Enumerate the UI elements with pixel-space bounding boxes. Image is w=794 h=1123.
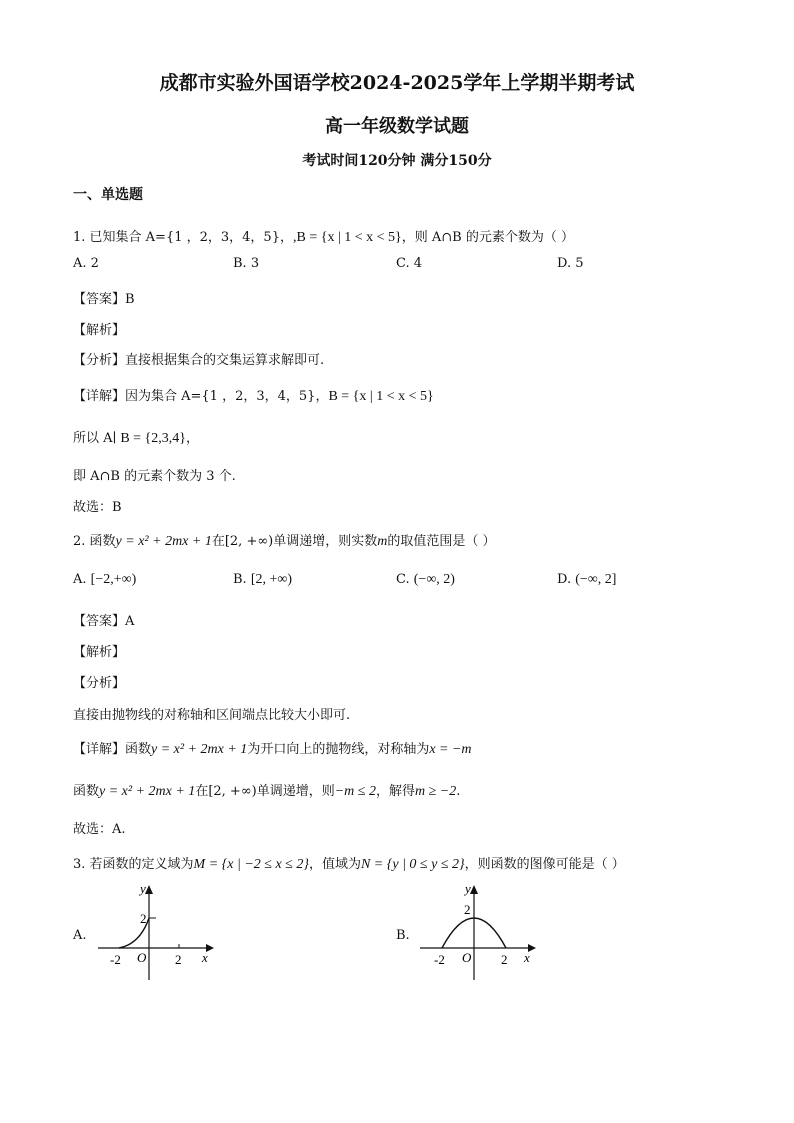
graph-b-x-label: x [524, 950, 530, 965]
q1-choice: 故选：B [73, 500, 122, 515]
q2-option-c: C. (−∞, 2) [396, 572, 455, 587]
q1-detail: 【详解】因为集合 A={1 ，2，3，4，5}，B = {x | 1 < x < 5} [73, 389, 434, 404]
page-subtitle: 高一年级数学试题 [325, 116, 469, 137]
q1-option-d: D. 5 [557, 256, 584, 271]
graph-b-pos2: 2 [501, 952, 508, 967]
graph-a-y-label: y [140, 881, 146, 896]
graph-a-y-arrow [145, 885, 153, 894]
q1-analysis: 【解析】 [73, 323, 126, 338]
graph-b-y-label: y [465, 881, 471, 896]
graph-b-origin: O [462, 950, 472, 965]
q2-option-b: B. [2, +∞) [233, 572, 293, 587]
q2-stem: 2. 函数y = x² + 2mx + 1在[2, +∞)单调递增，则实数m的取值范围是（ ） [73, 534, 496, 549]
q1-stem: 1. 已知集合 A={1 ，2，3，4，5}，,B = {x | 1 < x < 5}，则 A∩B 的元素个数为（ ） [73, 230, 574, 245]
exam-info: 考试时间120分钟 满分150分 [302, 153, 492, 169]
graph-b-neg2: -2 [434, 952, 445, 967]
graph-a-x-label: x [202, 950, 208, 965]
q2-fenxi: 【分析】 [73, 676, 126, 691]
q1-count: 即 A∩B 的元素个数为 3 个. [73, 469, 236, 484]
graph-b [412, 880, 542, 985]
q1-so: 所以 A∣ B = {2,3,4}， [73, 431, 200, 446]
graph-a-origin: O [137, 950, 147, 965]
q2-answer: 【答案】A [73, 614, 135, 629]
q2-detail: 【详解】函数y = x² + 2mx + 1为开口向上的抛物线，对称轴为x = −m [73, 742, 472, 757]
q3-stem: 3. 若函数的定义域为M = {x | −2 ≤ x ≤ 2}，值域为N = {y | 0 ≤ y ≤ 2}，则函数的图像可能是（ ） [73, 857, 625, 872]
graph-b-label: B. [396, 928, 410, 943]
page-title: 成都市实验外国语学校2024-2025学年上学期半期考试 [159, 72, 635, 94]
q2-choice: 故选：A. [73, 822, 126, 837]
q1-set-b: ,B = {x | 1 < x < 5} [292, 230, 402, 245]
q2-option-a: A. [−2,+∞) [73, 572, 137, 587]
graph-a [90, 880, 220, 985]
q2-option-d: D. (−∞, 2] [557, 572, 617, 587]
q2-detail-2: 函数y = x² + 2mx + 1在[2, +∞)单调递增，则−m ≤ 2，解得m ≥ −2. [73, 784, 461, 799]
q1-option-c: C. 4 [396, 256, 423, 271]
q2-analysis: 【解析】 [73, 645, 126, 660]
graph-a-label: A. [73, 928, 87, 943]
section-heading: 一、单选题 [73, 187, 143, 203]
graph-a-neg2: -2 [110, 952, 121, 967]
graph-b-y-arrow [470, 885, 478, 894]
q1-option-a: A. 2 [73, 256, 99, 271]
q1-fenxi: 【分析】直接根据集合的交集运算求解即可. [73, 353, 325, 368]
q2-fenxi-text: 直接由抛物线的对称轴和区间端点比较大小即可. [73, 708, 351, 723]
graph-b-top2: 2 [464, 902, 471, 917]
graph-a-pos2: 2 [175, 952, 182, 967]
q1-option-b: B. 3 [233, 256, 260, 271]
q1-answer: 【答案】B [73, 292, 135, 307]
graph-a-top2: 2 [140, 911, 147, 926]
